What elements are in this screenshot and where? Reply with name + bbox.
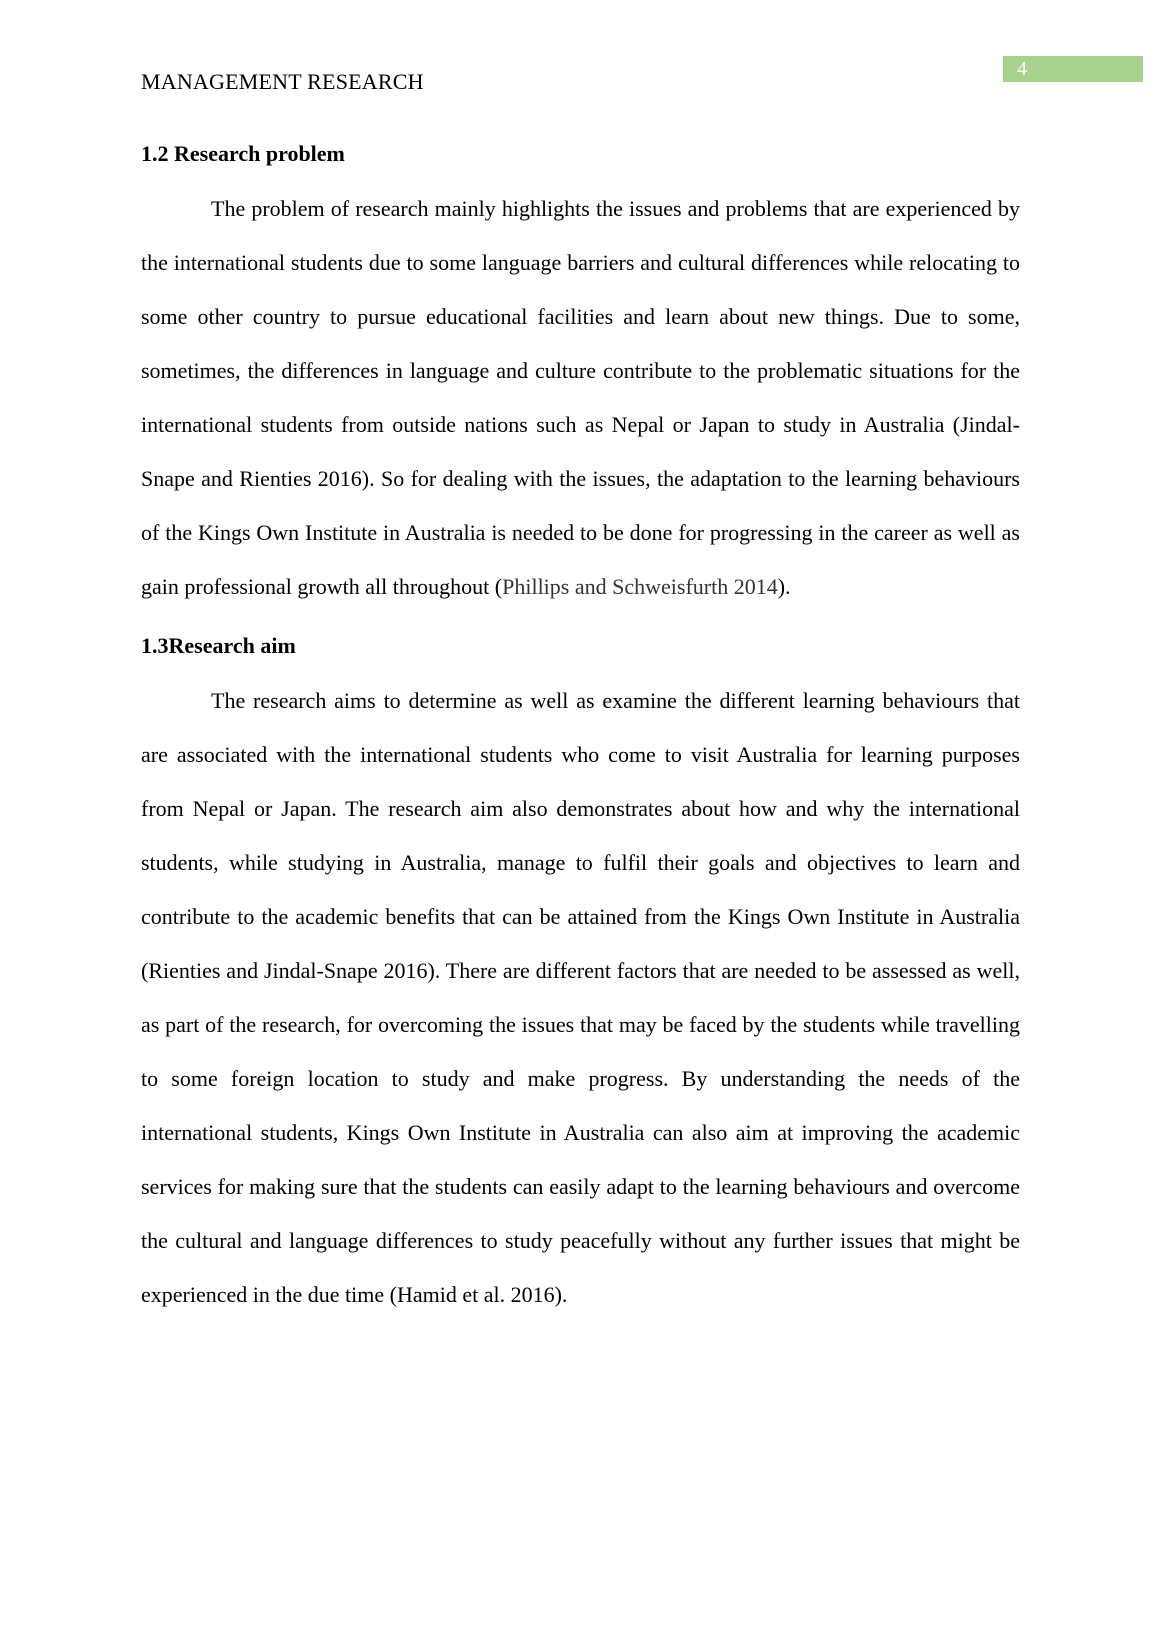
page-number: 4 — [1017, 58, 1027, 80]
paragraph-research-aim: The research aims to determine as well as examine the different learning behaviours that are associated with the international students who come to visit Australia for learning purposes from Nepal or Japan. The research aim also demonstrates about how and why the international students, while studying in Australia, manage to fulfil their goals and objectives to learn and contribute to the academic benefits that can be attained from the Kings Own Institute in Australia (Rienties and Jindal-Snape 2016). There are different factors that are needed to be assessed as well, as part of the research, for overcoming the issues that may be faced by the students while travelling to some foreign location to study and make progress. By understanding the needs of the international students, Kings Own Institute in Australia can also aim at improving the academic services for making sure that the students can easily adapt to the learning behaviours and overcome the cultural and language differences to study peacefully without any further issues that might be experienced in the due time (Hamid et al. 2016). — [141, 688, 1020, 1307]
page-number-badge — [1003, 56, 1143, 82]
paragraph-text-end: ). — [777, 574, 791, 599]
section-heading-research-problem: 1.2 Research problem — [141, 141, 345, 166]
section-heading-research-aim: 1.3Research aim — [141, 633, 296, 658]
paragraph-text: The problem of research mainly highlights the issues and problems that are experienced by the international students due to some language barriers and cultural differences while relocating to some other country to pursue educational facilities and learn about new things. Due to some, sometimes, the differences in language and culture contribute to the problematic situations for the international students from outside nations such as Nepal or Japan to study in Australia (Jindal-Snape and Rienties 2016). So for dealing with the issues, the adaptation to the learning behaviours of the Kings Own Institute in Australia is needed to be done for progressing in the career as well as gain professional growth all throughout ( — [141, 196, 1020, 599]
citation: Phillips and Schweisfurth 2014 — [502, 574, 778, 599]
running-head: MANAGEMENT RESEARCH — [141, 69, 424, 94]
document-body — [141, 138, 1020, 1322]
paragraph-research-problem — [141, 182, 1020, 614]
